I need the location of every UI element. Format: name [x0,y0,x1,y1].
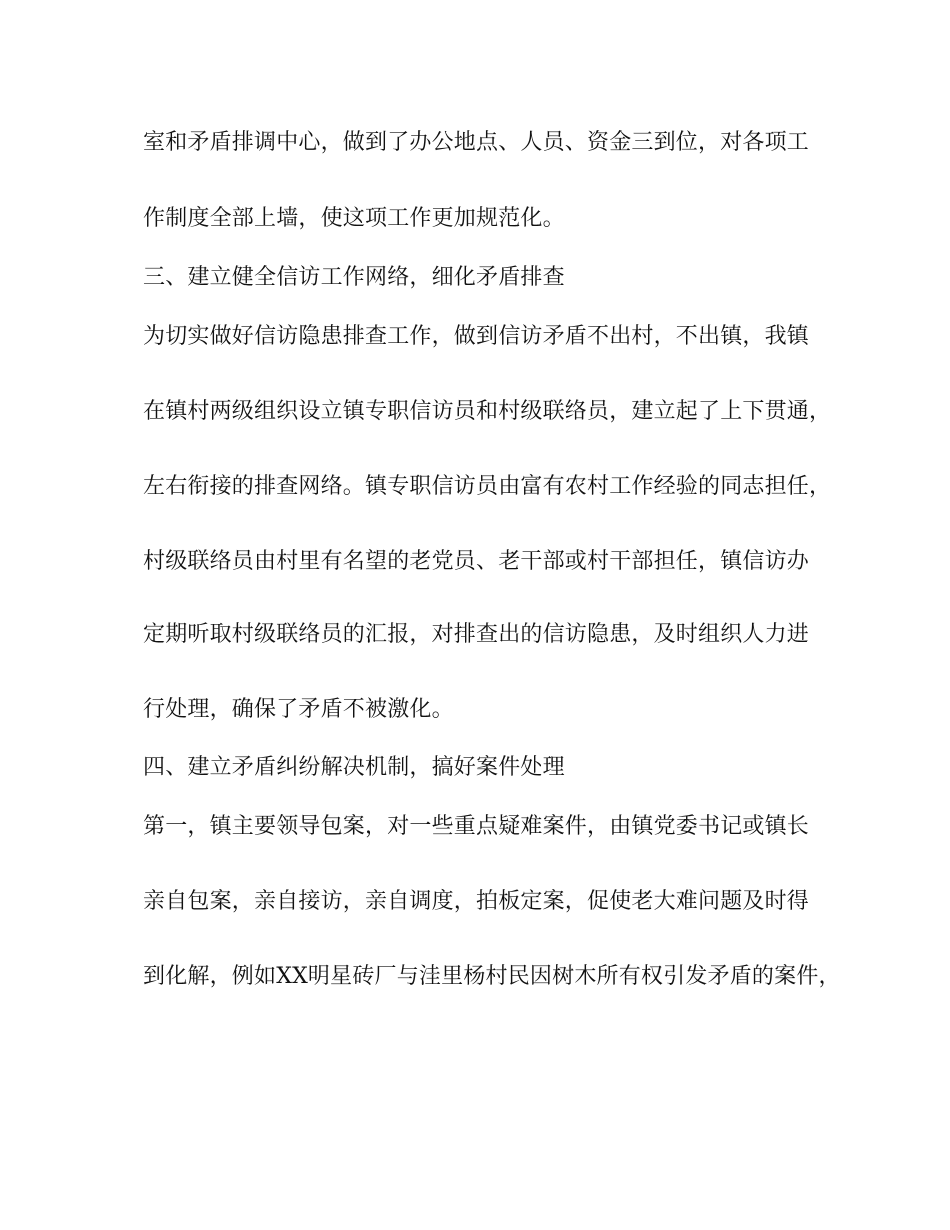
text-line: 村级联络员由村里有名望的老党员、老干部或村干部担任，镇信访办 [143,549,810,574]
text-line: 作制度全部上墙，使这项工作更加规范化。 [143,206,565,231]
section-heading: 三、建立健全信访工作网络，细化矛盾排查 [143,265,565,290]
text-line: 为切实做好信访隐患排查工作，做到信访矛盾不出村，不出镇，我镇 [143,324,810,349]
text-line: 在镇村两级组织设立镇专职信访员和村级联络员，建立起了上下贯通， [143,399,832,424]
section-heading: 四、建立矛盾纠纷解决机制，搞好案件处理 [143,755,565,780]
text-line: 第一，镇主要领导包案，对一些重点疑难案件，由镇党委书记或镇长 [143,814,810,839]
text-line: 到化解，例如XX明星砖厂与洼里杨村民因树木所有权引发矛盾的案件， [143,964,841,989]
text-line: 室和矛盾排调中心，做到了办公地点、人员、资金三到位，对各项工 [143,130,810,155]
text-line: 定期听取村级联络员的汇报，对排查出的信访隐患，及时组织人力进 [143,622,810,647]
text-line: 行处理，确保了矛盾不被激化。 [143,697,454,722]
text-line: 亲自包案，亲自接访，亲自调度，拍板定案，促使老大难问题及时得 [143,889,810,914]
text-line: 左右衔接的排查网络。镇专职信访员由富有农村工作经验的同志担任， [143,474,832,499]
